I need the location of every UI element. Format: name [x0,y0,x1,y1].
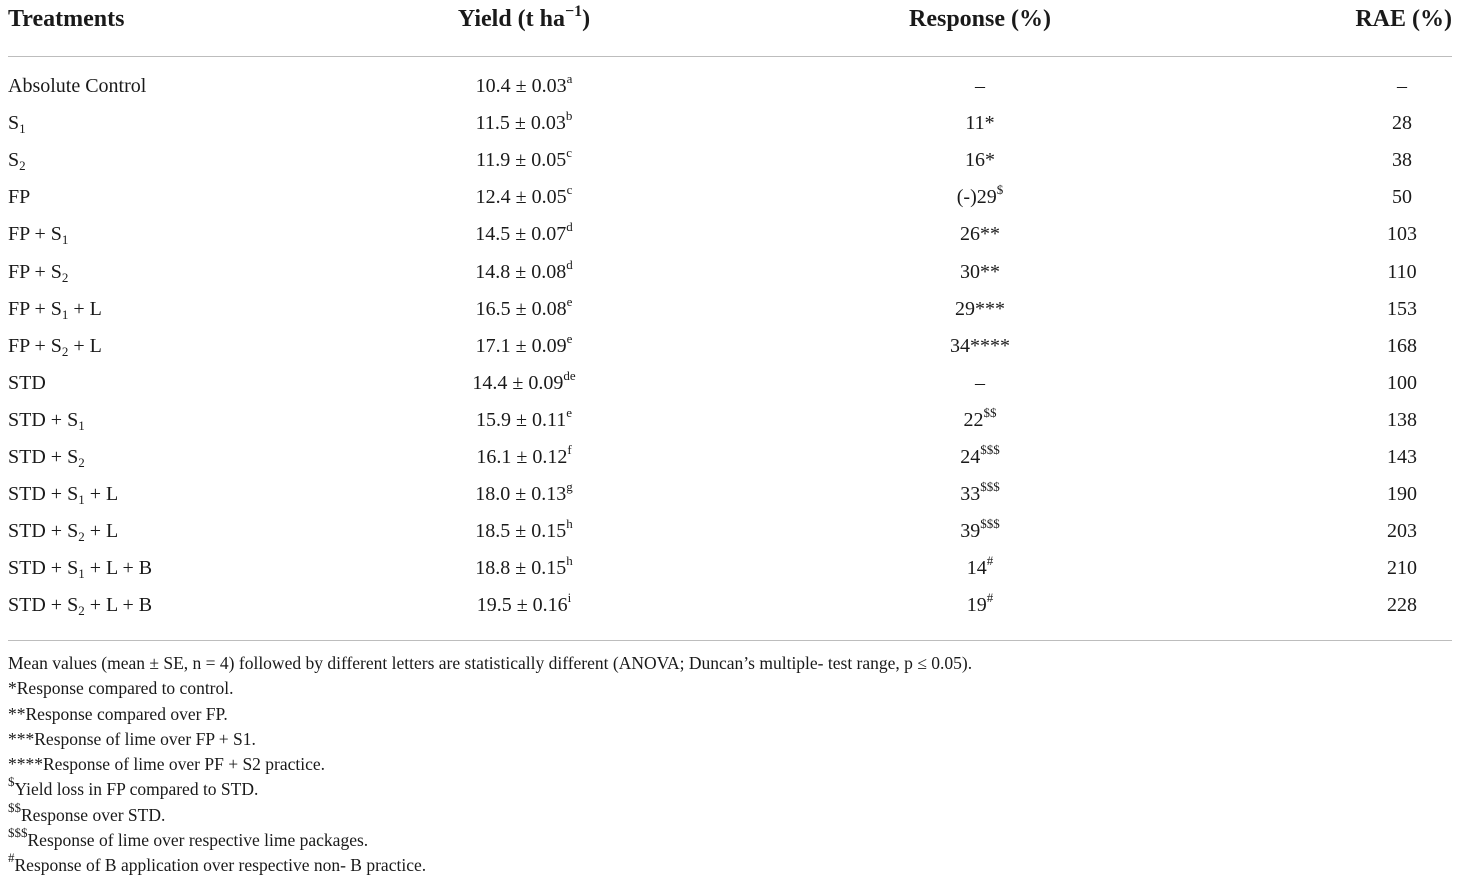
treatment-cell [8,149,26,172]
treatment-cell [8,186,30,209]
yield-value: 18.5 ± 0.15 [475,520,567,543]
response-value: (-)29 [956,186,997,209]
response-value: 22 [963,408,984,431]
table-row [8,256,1452,298]
response-value: 30** [960,260,1000,283]
rae-cell: 228 [1387,594,1417,617]
rae-cell: 210 [1387,557,1417,580]
response-cell [975,372,985,395]
yield-letter: b [565,108,573,124]
treatment-text: S [8,149,20,172]
yield-cell [475,330,573,358]
table-row [8,293,1452,335]
yield-letter: f [567,442,572,457]
yield-letter: a [566,71,573,86]
response-value: 16* [965,149,995,172]
response-value: 29*** [955,297,1005,320]
yield-value: 17.1 ± 0.09 [475,334,567,357]
footnote-text: ****Response of lime over PF + S2 practice. [8,754,326,775]
table-row [8,479,1452,520]
footnote-text: Mean values (mean ± SE, n = 4) followed by different letters are statistically different (ANOVA; Duncan’s multiple- test range, p ≤ 0.05). [8,653,973,673]
rae-cell: 103 [1387,223,1417,246]
table-row [8,330,1452,372]
response-mark: $ [996,182,1004,198]
yield-value: 14.8 ± 0.08 [475,260,567,283]
rae-cell: 28 [1392,112,1412,135]
yield-value: 16.5 ± 0.08 [475,297,567,320]
rae-cell: 190 [1387,483,1417,506]
yield-value: 19.5 ± 0.16 [476,594,568,617]
treatment-subscript: 1 [78,417,85,433]
response-cell [965,149,995,172]
rae-cell: 153 [1387,297,1417,320]
response-cell [963,404,997,432]
response-cell [955,298,1005,321]
response-cell [960,479,1000,506]
rae-cell: 38 [1392,149,1412,172]
treatment-text: FP + S [8,297,62,320]
response-mark: $$ [983,404,997,420]
yield-value: 16.1 ± 0.12 [476,446,568,468]
yield-letter: h [566,516,573,532]
yield-cell [475,404,573,432]
response-mark: $$$ [980,516,1000,532]
header-yield-label: Yield (t ha [457,6,565,32]
treatment-suffix: + L + B [84,557,153,580]
yield-letter: de [563,367,576,383]
rae-cell: 100 [1387,371,1417,394]
treatment-text: FP + S [8,260,62,283]
header-yield-close: ) [582,6,591,32]
response-value: 34**** [950,334,1010,357]
footnote-text: Yield loss in FP compared to STD. [14,779,259,800]
rae-cell: 138 [1387,408,1417,431]
footnote-mark: $$$ [8,825,28,841]
rae-cell: 50 [1392,186,1412,209]
treatment-cell [8,112,26,135]
treatment-subscript: 1 [19,121,26,137]
footnote-text: *Response compared to control. [8,678,234,699]
table-row [8,442,1452,483]
treatment-cell [8,557,152,580]
treatment-subscript: 2 [61,343,69,359]
yield-value: 12.4 ± 0.05 [475,186,567,209]
treatment-cell [8,483,118,506]
treatment-text: STD + S [8,408,79,431]
yield-cell [475,256,573,284]
footnote [8,799,972,828]
header-response: Response (%) [909,6,1051,32]
yield-value: 18.0 ± 0.13 [475,483,567,506]
rae-cell: 203 [1387,520,1417,543]
treatment-suffix: + L + B [84,594,153,617]
table-row [8,516,1452,557]
yield-cell [475,516,573,543]
response-cell [960,516,1000,543]
footnote [8,702,972,727]
yield-letter: e [566,404,573,420]
treatment-cell [8,298,102,321]
yield-letter: d [566,256,573,272]
response-cell [966,590,994,617]
treatment-text: STD + S [8,446,79,468]
treatment-subscript: 2 [61,269,69,285]
yield-value: 14.4 ± 0.09 [472,371,564,394]
response-value: – [975,371,985,394]
yield-letter: c [566,182,573,198]
yield-cell [475,108,573,135]
response-value: 14 [966,557,987,580]
treatment-subscript: 1 [61,232,69,248]
response-cell [950,335,1010,358]
footnote-text: Response of B application over respective non- B practice. [14,855,427,876]
table-row [8,71,1452,112]
response-cell [960,442,1000,469]
footnote-text: **Response compared over FP. [8,703,228,724]
treatment-text: FP [8,186,31,209]
response-value: 19 [966,594,987,617]
footnote [8,727,972,752]
treatment-text: Absolute Control [8,75,147,97]
treatment-subscript: 1 [78,566,85,582]
response-value: 33 [960,483,981,506]
yield-letter: d [566,219,573,235]
treatment-cell [8,520,118,543]
rae-cell: 110 [1387,260,1417,283]
yield-cell [475,553,573,580]
footnote-mark: # [8,850,15,866]
yield-letter: g [566,479,573,495]
response-value: 24 [960,446,981,468]
yield-value: 11.9 ± 0.05 [475,149,567,172]
treatment-suffix: + L [84,520,119,543]
footnote-text: Response of lime over respective lime packages. [27,830,369,851]
table-row [8,182,1452,223]
treatment-suffix: + L [68,297,102,320]
footnote-mark: $$ [8,799,21,815]
yield-value: 10.4 ± 0.03 [475,75,567,97]
treatment-text: STD + S [8,483,79,506]
table-row [8,404,1452,446]
table-row [8,145,1452,186]
yield-cell [475,479,573,506]
header-rule [8,56,1452,57]
footnote [8,651,972,676]
yield-letter: e [566,293,573,309]
treatment-cell [8,372,46,395]
response-cell [956,182,1004,209]
yield-letter: e [566,330,573,346]
rae-cell: 168 [1387,334,1417,357]
footnote [8,676,972,701]
treatment-cell [8,594,152,617]
treatment-subscript: 2 [19,158,26,174]
treatment-cell [8,409,85,432]
response-mark: $$$ [980,479,1000,495]
yield-cell [476,590,572,617]
yield-cell [472,367,576,395]
footnote [8,752,972,777]
table-header [8,0,1452,46]
treatment-suffix: + L [68,334,102,357]
response-value: – [975,75,985,97]
yield-value: 14.5 ± 0.07 [475,223,567,246]
table-row [8,367,1452,409]
response-cell [975,75,985,98]
footnote [8,850,972,878]
yield-cell [475,145,573,172]
table-row [8,553,1452,594]
header-yield-exponent: −1 [564,3,583,20]
treatment-cell [8,446,85,469]
treatment-suffix: + L [84,483,119,506]
treatment-text: FP + S [8,334,62,357]
response-cell [960,261,1000,284]
treatment-subscript: 2 [78,529,85,545]
response-cell [960,223,1000,246]
footnote [8,774,972,802]
yield-letter: c [566,145,573,161]
footnote [8,825,972,853]
treatment-text: STD [8,371,46,394]
header-rae: RAE (%) [1355,6,1452,32]
treatment-subscript: 1 [61,306,69,322]
rae-cell: 143 [1387,446,1417,468]
yield-value: 11.5 ± 0.03 [475,112,566,135]
treatment-text: STD + S [8,557,79,580]
yield-cell [475,219,573,246]
yield-letter: h [566,553,573,569]
yield-cell [476,442,572,469]
treatment-cell [8,223,68,246]
treatment-subscript: 2 [78,455,85,470]
yield-cell [475,293,573,321]
treatment-cell [8,335,102,358]
treatment-subscript: 2 [78,603,85,619]
footnote-text: ***Response of lime over FP + S1. [8,728,256,749]
yield-letter: i [567,590,572,606]
table-row [8,108,1452,149]
yield-cell [475,182,573,209]
treatment-cell [8,261,68,284]
yield-value: 18.8 ± 0.15 [475,557,567,580]
response-mark: # [986,553,994,569]
table-footnotes [8,651,972,879]
response-mark: $$$ [980,442,1000,457]
footer-rule [8,640,1452,641]
footnote-mark: $ [8,774,15,790]
treatment-text: STD + S [8,520,79,543]
response-cell [966,553,994,580]
yield-cell [475,71,573,98]
response-value: 11* [965,112,995,135]
response-value: 39 [960,520,981,543]
treatment-text: FP + S [8,223,62,246]
table-row [8,219,1452,260]
rae-cell: – [1397,75,1407,97]
treatment-text: S [8,112,20,135]
response-mark: # [986,590,994,606]
treatment-text: STD + S [8,594,79,617]
table-row [8,590,1452,631]
yield-value: 15.9 ± 0.11 [475,408,567,431]
footnote-text: Response over STD. [21,804,166,825]
header-treatments: Treatments [8,6,125,32]
header-yield [457,3,591,33]
treatment-cell [8,75,146,98]
response-value: 26** [960,223,1000,246]
treatment-subscript: 1 [78,492,85,508]
response-cell [965,112,994,135]
